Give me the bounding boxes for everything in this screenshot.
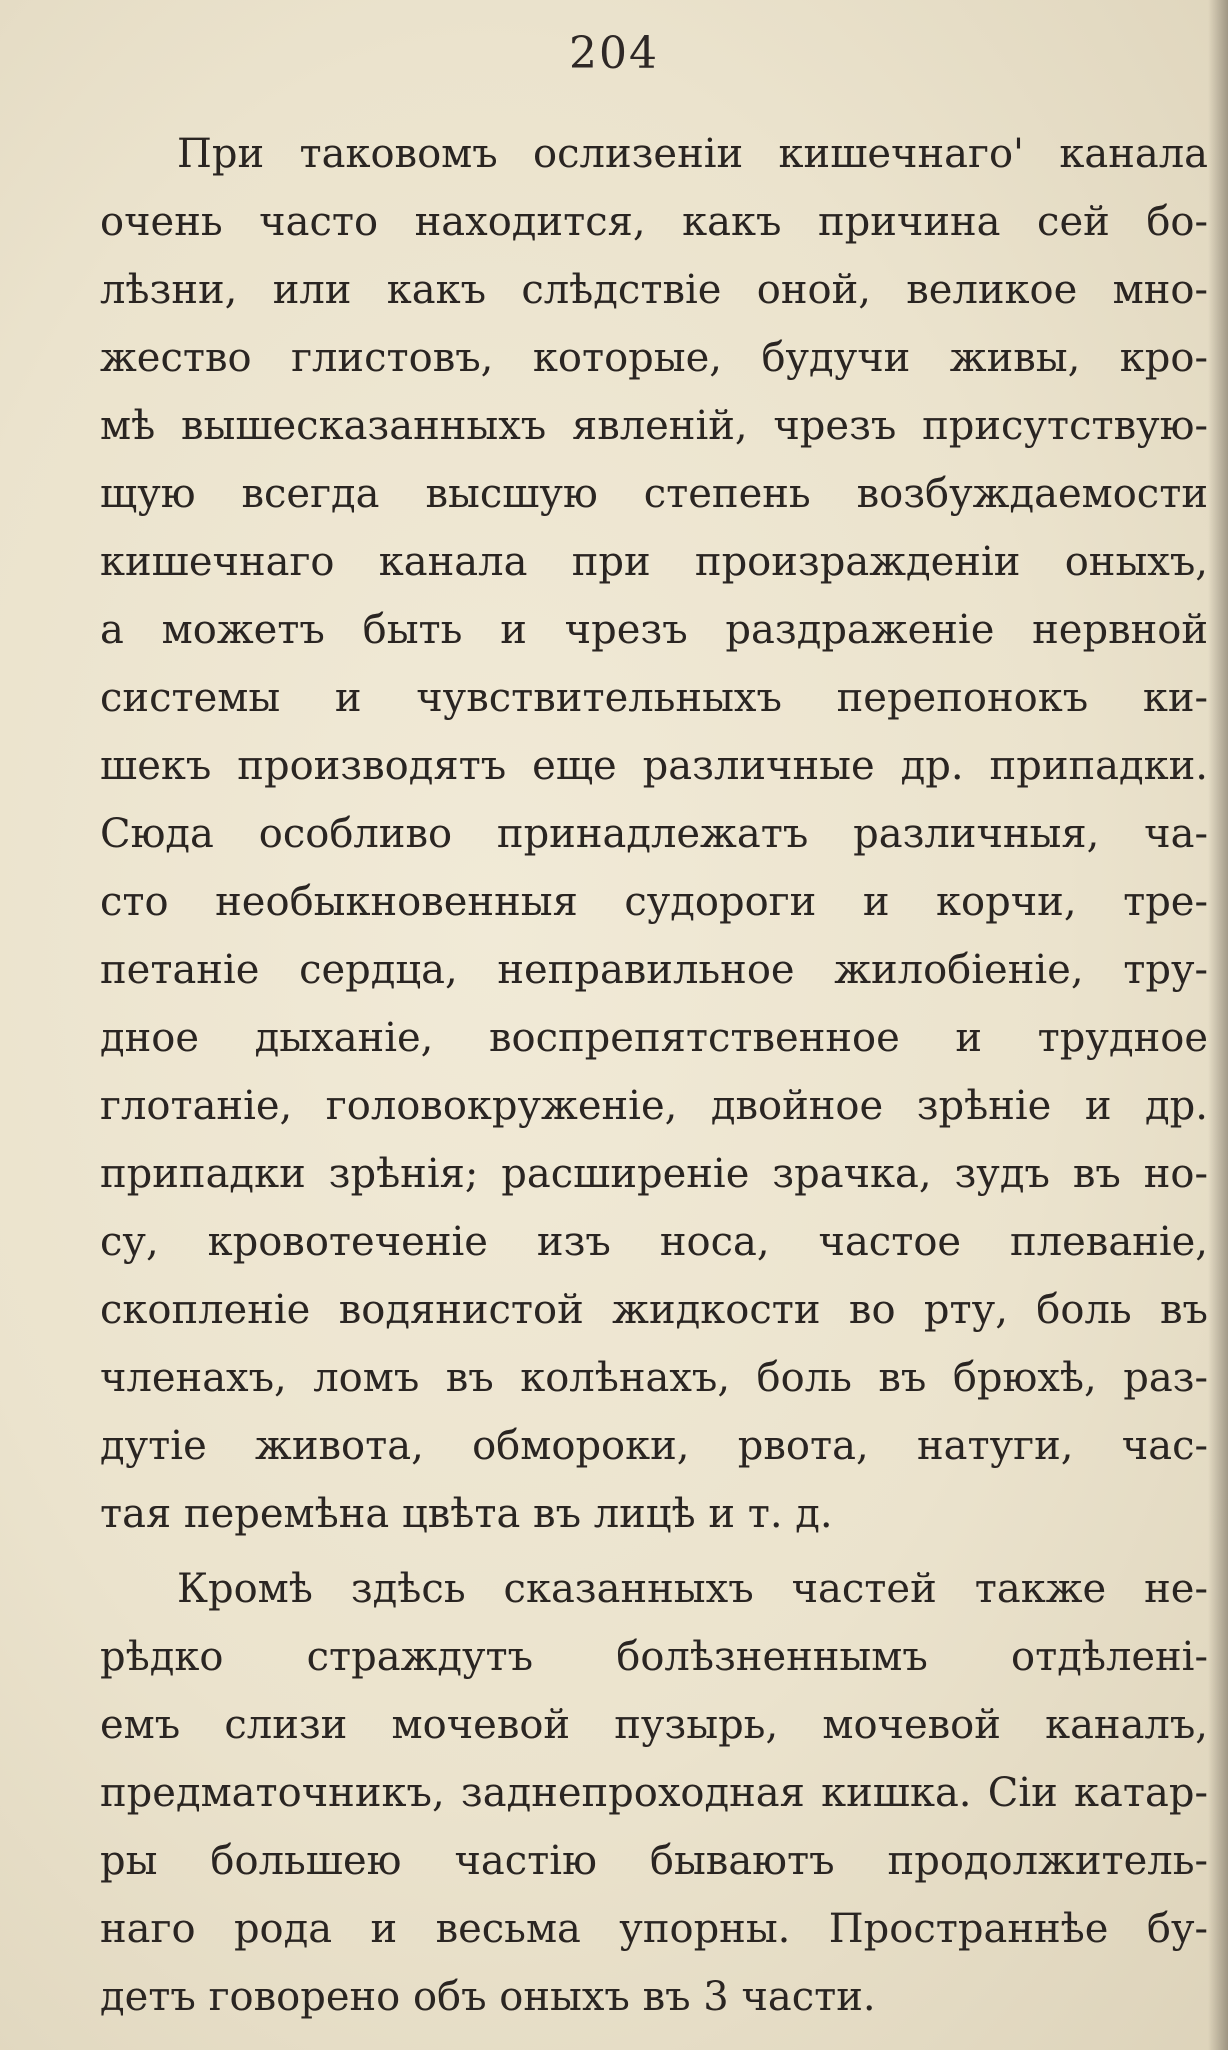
- text-line: шекъ производятъ еще различные др. припадки.: [100, 743, 1208, 789]
- text-line: щую всегда высшую степень возбуждаемости: [100, 471, 1208, 517]
- text-line: предматочникъ, заднепроходная кишка. Сiи катар-: [100, 1770, 1208, 1816]
- text-line: очень часто находится, какъ причина сей бо-: [100, 199, 1208, 245]
- text-line: припадки зрѣнiя; расширенiе зрачка, зудъ въ но-: [100, 1151, 1208, 1197]
- text-line: сто необыкновенныя судороги и корчи, тре-: [100, 879, 1208, 925]
- paragraph-1: [100, 120, 1208, 1548]
- text-line: су, кровотеченiе изъ носа, частое плеванiе,: [100, 1219, 1208, 1265]
- text-line: кишечнаго канала при произражденiи оныхъ,: [100, 539, 1208, 585]
- text-line: тая перемѣна цвѣта въ лицѣ и т. д.: [100, 1491, 833, 1537]
- text-line: емъ слизи мочевой пузырь, мочевой каналъ,: [100, 1702, 1208, 1748]
- text-line: рѣдко страждутъ болѣзненнымъ отдѣленi-: [100, 1634, 1208, 1680]
- text-line: Сюда особливо принадлежатъ различныя, ча-: [100, 811, 1208, 857]
- paragraph-2: [100, 1555, 1208, 2031]
- text-line: При таковомъ ослизенiи кишечнаго' канала: [177, 131, 1208, 177]
- text-line: Кромѣ здѣсь сказанныхъ частей также не-: [177, 1566, 1208, 1612]
- text-line: наго рода и весьма упорны. Пространнѣе бу-: [100, 1906, 1208, 1952]
- text-line: петанiе сердца, неправильное жилобiенiе, тру-: [100, 947, 1208, 993]
- text-line: дутiе живота, обмороки, рвота, натуги, час-: [100, 1423, 1208, 1469]
- text-line: глотанiе, головокруженiе, двойное зрѣнiе и др.: [100, 1083, 1208, 1129]
- text-line: лѣзни, или какъ слѣдствiе оной, великое мно-: [100, 267, 1208, 313]
- text-line: системы и чувствительныхъ перепонокъ ки-: [100, 675, 1208, 721]
- page-number: 204: [569, 28, 659, 79]
- text-line: членахъ, ломъ въ колѣнахъ, боль въ брюхѣ, раз-: [100, 1355, 1208, 1401]
- text-line: дное дыханiе, воспрепятственное и трудное: [100, 1015, 1208, 1061]
- text-line: жество глистовъ, которые, будучи живы, кро-: [100, 335, 1208, 381]
- text-line: ры большею частiю бываютъ продолжитель-: [100, 1838, 1208, 1884]
- text-line: а можетъ быть и чрезъ раздраженiе нервной: [100, 607, 1208, 653]
- page-edge-shadow: [1208, 0, 1228, 2050]
- text-line: мѣ вышесказанныхъ явленiй, чрезъ присутствую-: [100, 403, 1208, 449]
- text-line: детъ говорено объ оныхъ въ 3 части.: [100, 1974, 876, 2020]
- text-line: скопленiе водянистой жидкости во рту, боль въ: [100, 1287, 1208, 1333]
